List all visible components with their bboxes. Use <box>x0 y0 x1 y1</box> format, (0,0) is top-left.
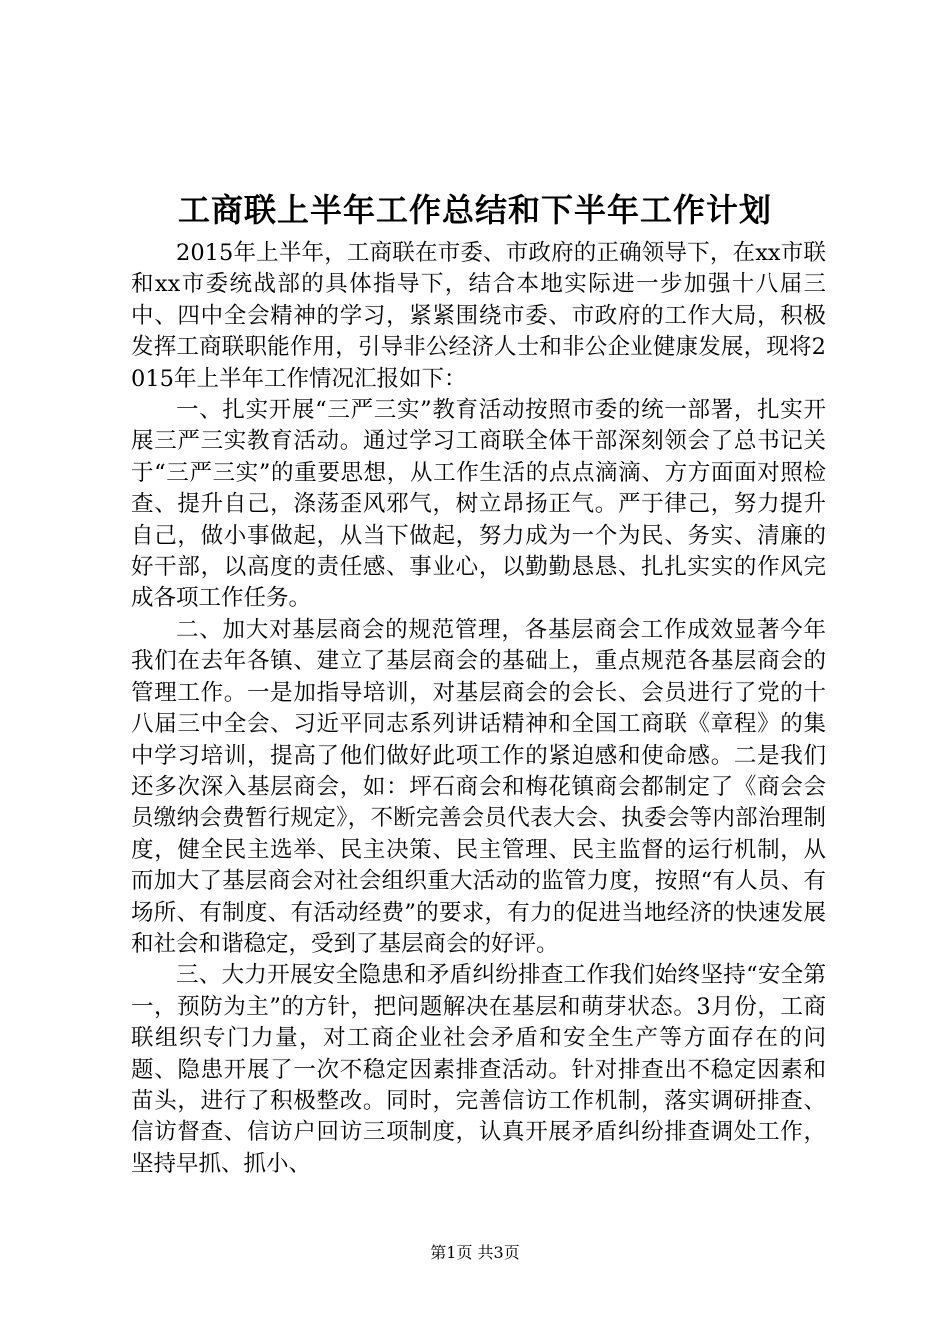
paragraph-intro: 2015年上半年，工商联在市委、市政府的正确领导下，在xx市联和xx市委统战部的具体指导下，结合本地实际进一步加强十八届三中、四中全会精神的学习，紧紧围绕市委、市政府的工作大局，积极发挥工商联职能作用，引导非公经济人士和非公企业健康发展，现将2015年上半年工作情况汇报如下： <box>131 240 826 392</box>
paragraph-section-3: 三、大力开展安全隐患和矛盾纠纷排查工作我们始终坚持“安全第一，预防为主”的方针，把问题解决在基层和萌芽状态。3月份，工商联组织专门力量，对工商企业社会矛盾和安全生产等方面存在的问题、隐患开展了一次不稳定因素排查活动。针对排查出不稳定因素和苗头，进行了积极整改。同时，完善信访工作机制，落实调研排查、信访督查、信访户回访三项制度，认真开展矛盾纠纷排查调处工作，坚持早抓、抓小、 <box>131 962 826 1177</box>
document-body <box>131 238 826 1180</box>
document-title: 工商联上半年工作总结和下半年工作计划 <box>177 191 772 229</box>
page-number-footer: 第1页 共3页 <box>430 1243 520 1262</box>
paragraph-section-2: 二、加大对基层商会的规范管理，各基层商会工作成效显著今年我们在去年各镇、建立了基层商会的基础上，重点规范各基层商会的管理工作。一是加指导培训，对基层商会的会长、会员进行了党的十八届三中全会、习近平同志系列讲话精神和全国工商联《章程》的集中学习培训，提高了他们做好此项工作的紧迫感和使命感。二是我们还多次深入基层商会，如：坪石商会和梅花镇商会都制定了《商会会员缴纳会费暂行规定》，不断完善会员代表大会、执委会等内部治理制度，健全民主选举、民主决策、民主管理、民主监督的运行机制，从而加大了基层商会对社会组织重大活动的监管力度，按照“有人员、有场所、有制度、有活动经费”的要求，有力的促进当地经济的快速发展和社会和谐稳定，受到了基层商会的好评。 <box>131 616 826 957</box>
paragraph-section-1: 一、扎实开展“三严三实”教育活动按照市委的统一部署，扎实开展三严三实教育活动。通过学习工商联全体干部深刻领会了总书记关于“三严三实”的重要思想，从工作生活的点点滴滴、方方面面对照检查、提升自己，涤荡歪风邪气，树立昂扬正气。严于律己，努力提升自己，做小事做起，从当下做起，努力成为一个为民、务实、清廉的好干部，以高度的责任感、事业心，以勤勤恳恳、扎扎实实的作风完成各项工作任务。 <box>131 397 826 612</box>
